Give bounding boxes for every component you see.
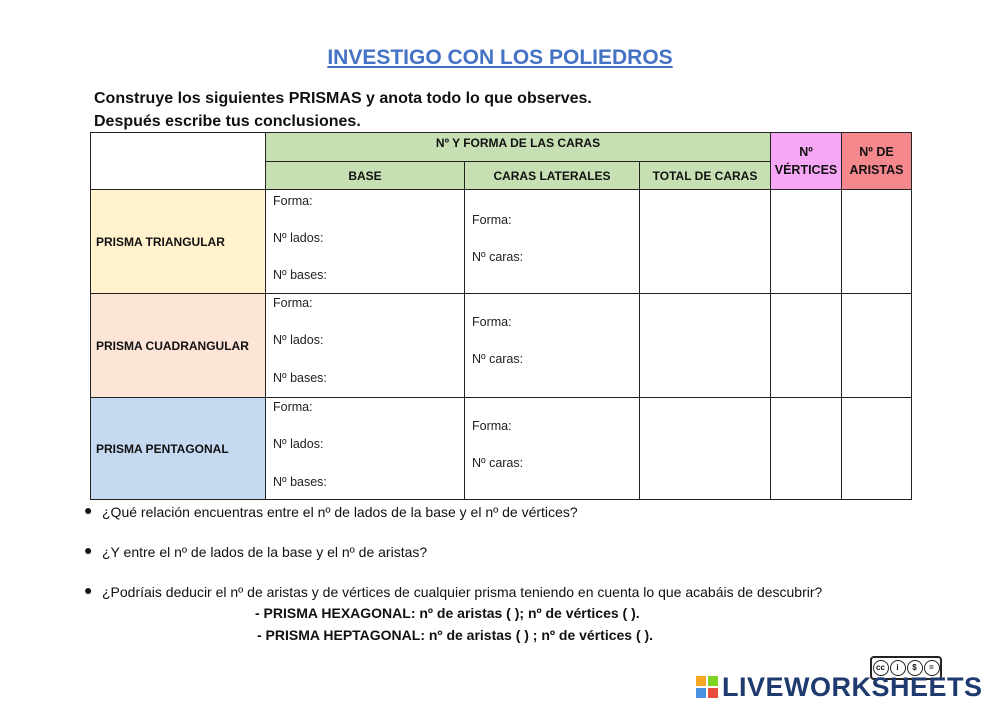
col-header-vertices: Nº VÉRTICES xyxy=(770,132,842,190)
base-bases-label: Nº bases: xyxy=(273,475,327,489)
question-text: ¿Y entre el nº de lados de la base y el nº de aristas? xyxy=(102,544,428,560)
row-label-pentagonal: PRISMA PENTAGONAL xyxy=(90,397,266,500)
lat-caras-label: Nº caras: xyxy=(472,456,524,470)
base-forma-label: Forma: xyxy=(273,194,313,208)
lat-forma-label: Forma: xyxy=(472,213,512,227)
logo-blocks-icon xyxy=(696,676,718,698)
question-text: ¿Qué relación encuentras entre el nº de lados de la base y el nº de vértices? xyxy=(102,504,578,520)
bullet-icon: ● xyxy=(84,582,93,598)
base-bases-label: Nº bases: xyxy=(273,371,327,385)
col-header-total-caras: TOTAL DE CARAS xyxy=(639,161,771,190)
cell-caras-laterales[interactable] xyxy=(464,189,640,294)
cell-vertices[interactable] xyxy=(770,189,842,294)
group-header: Nº Y FORMA DE LAS CARAS xyxy=(265,132,771,162)
lat-caras-label: Nº caras: xyxy=(472,352,524,366)
answer-heptagonal[interactable]: - PRISMA HEPTAGONAL: nº de aristas ( ) ; nº de vértices ( ). xyxy=(257,627,654,643)
instruction-line-1: Construye los siguientes PRISMAS y anota todo lo que observes. xyxy=(94,90,592,107)
cell-base[interactable] xyxy=(265,189,465,294)
liveworksheets-logo[interactable] xyxy=(696,672,983,702)
question-text: ¿Podríais deducir el nº de aristas y de vértices de cualquier prisma teniendo en cuenta lo que acabáis de descubrir? xyxy=(102,584,823,600)
base-lados-label: Nº lados: xyxy=(273,333,324,347)
cell-aristas[interactable] xyxy=(841,397,912,500)
instruction-line-2: Después escribe tus conclusiones. xyxy=(94,113,361,130)
table-corner-cell xyxy=(90,132,266,190)
row-label-triangular: PRISMA TRIANGULAR xyxy=(90,189,266,294)
logo-wordmark: LIVEWORKSHEETS xyxy=(722,671,983,702)
cell-base[interactable] xyxy=(265,293,465,398)
base-lados-label: Nº lados: xyxy=(273,231,324,245)
answer-hexagonal[interactable]: - PRISMA HEXAGONAL: nº de aristas ( ); nº de vértices ( ). xyxy=(255,605,640,621)
cell-total-caras[interactable] xyxy=(639,397,771,500)
cell-aristas[interactable] xyxy=(841,189,912,294)
bullet-icon: ● xyxy=(84,502,93,518)
base-forma-label: Forma: xyxy=(273,296,313,310)
base-forma-label: Forma: xyxy=(273,400,313,414)
cell-caras-laterales[interactable] xyxy=(464,293,640,398)
col-header-base: BASE xyxy=(265,161,465,190)
bullet-icon: ● xyxy=(84,542,93,558)
col-header-aristas: Nº DE ARISTAS xyxy=(841,132,912,190)
sa-icon: = xyxy=(924,660,940,676)
cell-total-caras[interactable] xyxy=(639,293,771,398)
cell-vertices[interactable] xyxy=(770,397,842,500)
cell-total-caras[interactable] xyxy=(639,189,771,294)
cell-vertices[interactable] xyxy=(770,293,842,398)
cc-icon: cc xyxy=(873,660,889,676)
prisms-table xyxy=(90,132,912,500)
cell-base[interactable] xyxy=(265,397,465,500)
base-lados-label: Nº lados: xyxy=(273,437,324,451)
col-header-caras-laterales: CARAS LATERALES xyxy=(464,161,640,190)
lat-caras-label: Nº caras: xyxy=(472,250,524,264)
page-title: INVESTIGO CON LOS POLIEDROS xyxy=(327,46,673,69)
lat-forma-label: Forma: xyxy=(472,419,512,433)
base-bases-label: Nº bases: xyxy=(273,268,327,282)
by-icon: i xyxy=(890,660,906,676)
cell-aristas[interactable] xyxy=(841,293,912,398)
cell-caras-laterales[interactable] xyxy=(464,397,640,500)
lat-forma-label: Forma: xyxy=(472,315,512,329)
row-label-cuadrangular: PRISMA CUADRANGULAR xyxy=(90,293,266,398)
nc-icon: $ xyxy=(907,660,923,676)
